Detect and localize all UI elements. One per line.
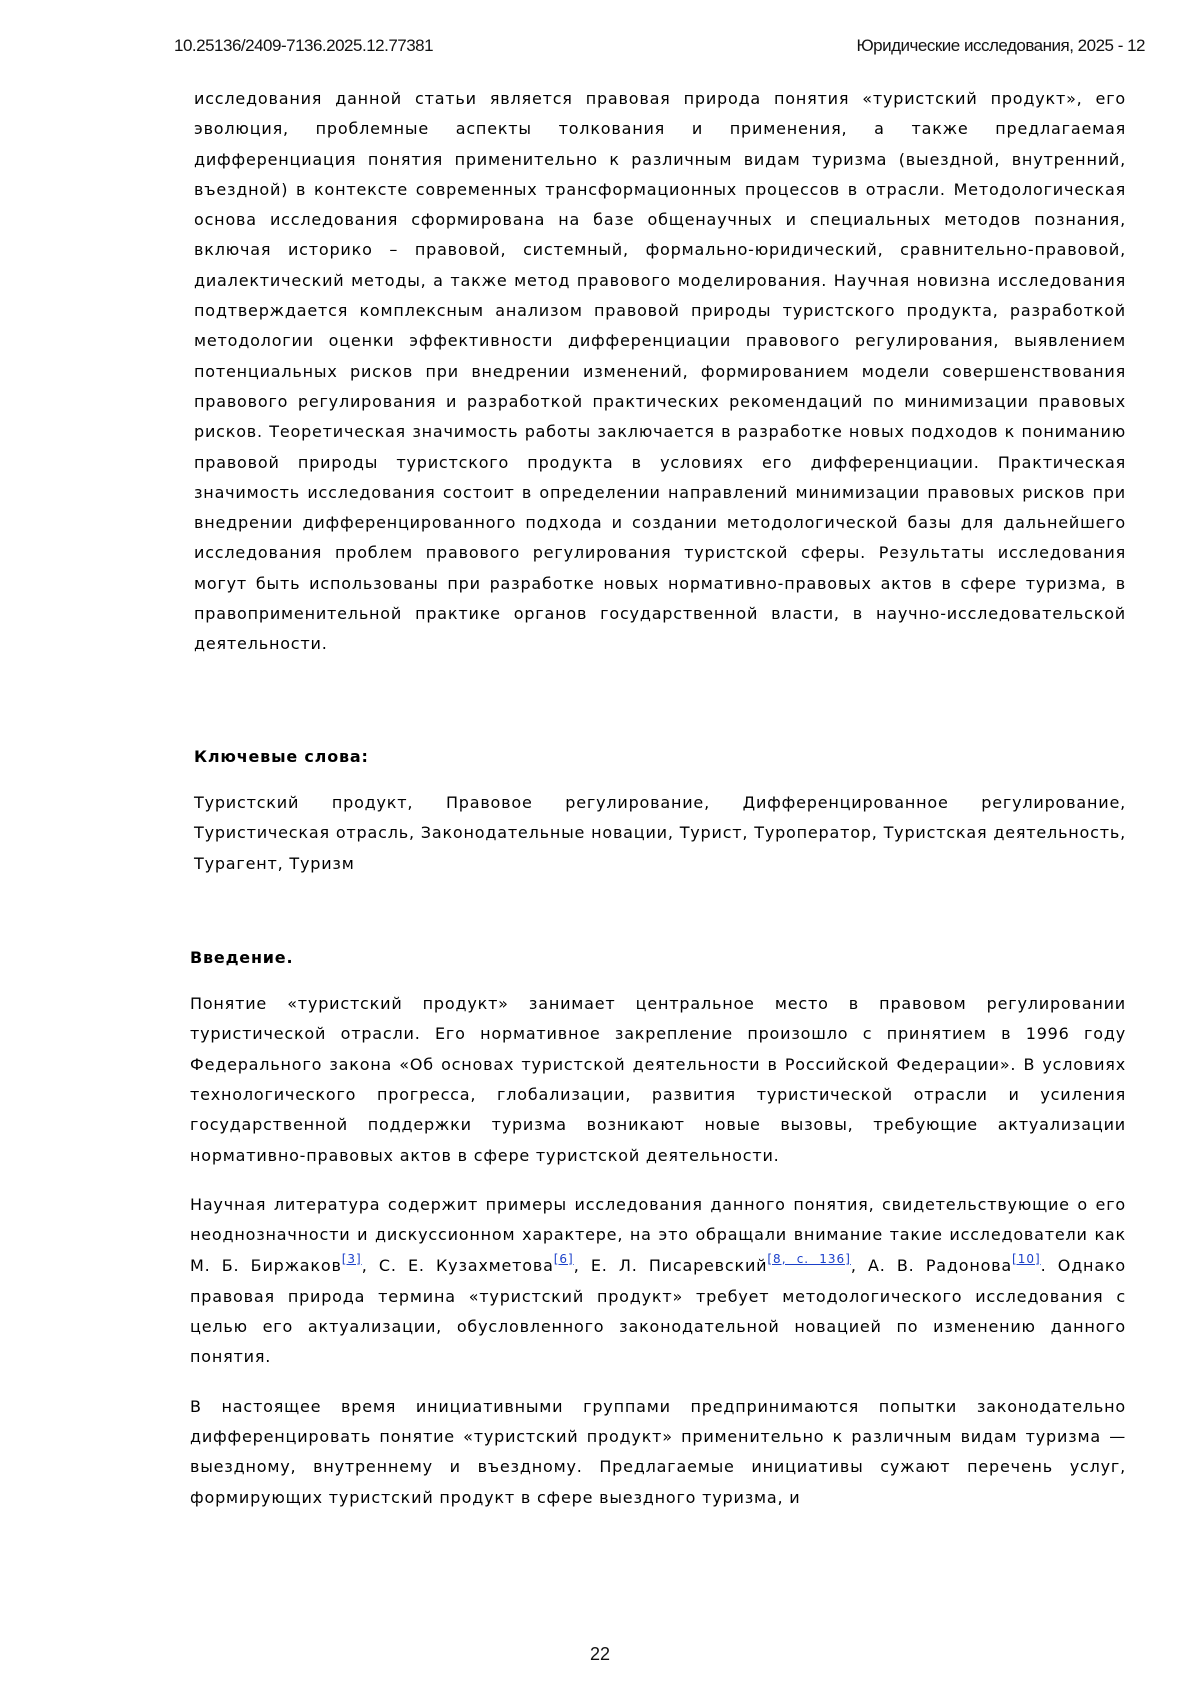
keyword-item: Турагент xyxy=(194,853,278,873)
citation-link-10[interactable]: [10] xyxy=(1012,1251,1041,1266)
introduction-heading: Введение. xyxy=(190,947,294,967)
citation-link-3[interactable]: [3] xyxy=(341,1251,362,1266)
running-header xyxy=(174,36,1145,56)
citation-link-8[interactable]: [8, с. 136] xyxy=(767,1251,851,1266)
keyword-item: Правовое регулирование xyxy=(445,792,705,812)
page-number: 22 xyxy=(589,1644,611,1664)
introduction-paragraph-3: В настоящее время инициативными группами предпринимаются попытки законодательно дифференцировать понятие «туристский продукт» применительно к различным видам туризма — выездному, внутреннему и въездному. Предлагаемые инициативы сужают перечень услуг, формирующих туристский продукт в сфере выездного туризма, и xyxy=(190,1396,1126,1507)
citation-link-6[interactable]: [6] xyxy=(553,1251,574,1266)
keyword-item: Туристическая отрасль xyxy=(194,823,409,843)
keyword-item: Туристский продукт xyxy=(194,792,408,812)
doi-text: 10.25136/2409-7136.2025.12.77381 xyxy=(174,36,434,55)
article-body xyxy=(190,84,1126,1532)
keywords-list: Туристский продукт, Правовое регулирование, Дифференцированное регулирование, Туристическая отрасль, Законодательные новации, Турист, Туроператор, Туристская деятельность, Турагент, Туризм xyxy=(194,792,1126,873)
introduction-paragraph-2: Научная литература содержит примеры исследования данного понятия, свидетельствующие о его неоднозначности и дискуссионном характере, на это обращали внимание такие исследователи как М. Б. Биржаков[3], С. Е. Кузахметова[6], Е. Л. Писаревский[8, с. 136], А. В. Радонова[10]. Однако правовая природа термина «туристский продукт» требует методологического исследования с целью его актуализации, обусловленного законодательной новацией по изменению данного понятия. xyxy=(190,1194,1126,1367)
keyword-item: Туроператор xyxy=(754,823,872,843)
keyword-item: Законодательные новации xyxy=(420,823,668,843)
journal-issue-text: Юридические исследования, 2025 - 12 xyxy=(856,36,1145,55)
keyword-item: Дифференцированное регулирование xyxy=(742,792,1121,812)
introduction-paragraph-1: Понятие «туристский продукт» занимает центральное место в правовом регулировании туристической отрасли. Его нормативное закрепление произошло с принятием в 1996 году Федерального закона «Об основах туристской деятельности в Российской Федерации». В условиях технологического прогресса, глобализации, развития туристической отрасли и усиления государственной поддержки туризма возникают новые вызовы, требующие актуализации нормативно‑правовых актов в сфере туристской деятельности. xyxy=(190,994,1126,1165)
keyword-item: Турист xyxy=(679,823,743,843)
keyword-item: Туристская деятельность xyxy=(883,823,1121,843)
keywords-heading: Ключевые слова: xyxy=(194,746,369,766)
abstract-text: исследования данной статьи является правовая природа понятия «туристский продукт», его эволюция, проблемные аспекты толкования и применения, а также предлагаемая дифференциация понятия применительно к различным видам туризма (выездной, внутренний, въездной) в контексте современных трансформационных процессов в отрасли. Методологическая основа исследования сформирована на базе общенаучных и специальных методов познания, включая историко – правовой, системный, формально-юридический, сравнительно-правовой, диалектический методы, а также метод правового моделирования. Научная новизна исследования подтверждается комплексным анализом правовой природы туристского продукта, разработкой методологии оценки эффективности дифференциации правового регулирования, выявлением потенциальных рисков при внедрении изменений, формированием модели совершенствования правового регулирования и разработкой практических рекомендаций по минимизации правовых рисков. Теоретическая значимость работы заключается в разработке новых подходов к пониманию правовой природы туристского продукта в условиях его дифференциации. Практическая значимость исследования состоит в определении направлений минимизации правовых рисков при внедрении дифференцированного подхода и создании методологической базы для дальнейшего исследования проблем правового регулирования туристской сферы. Результаты исследования могут быть использованы при разработке новых нормативно-правовых актов в сфере туризма, в правоприменительной практике органов государственной власти, в научно-исследовательской деятельности. xyxy=(194,89,1126,654)
introduction-section xyxy=(190,943,1126,1513)
keyword-item: Туризм xyxy=(289,853,355,873)
